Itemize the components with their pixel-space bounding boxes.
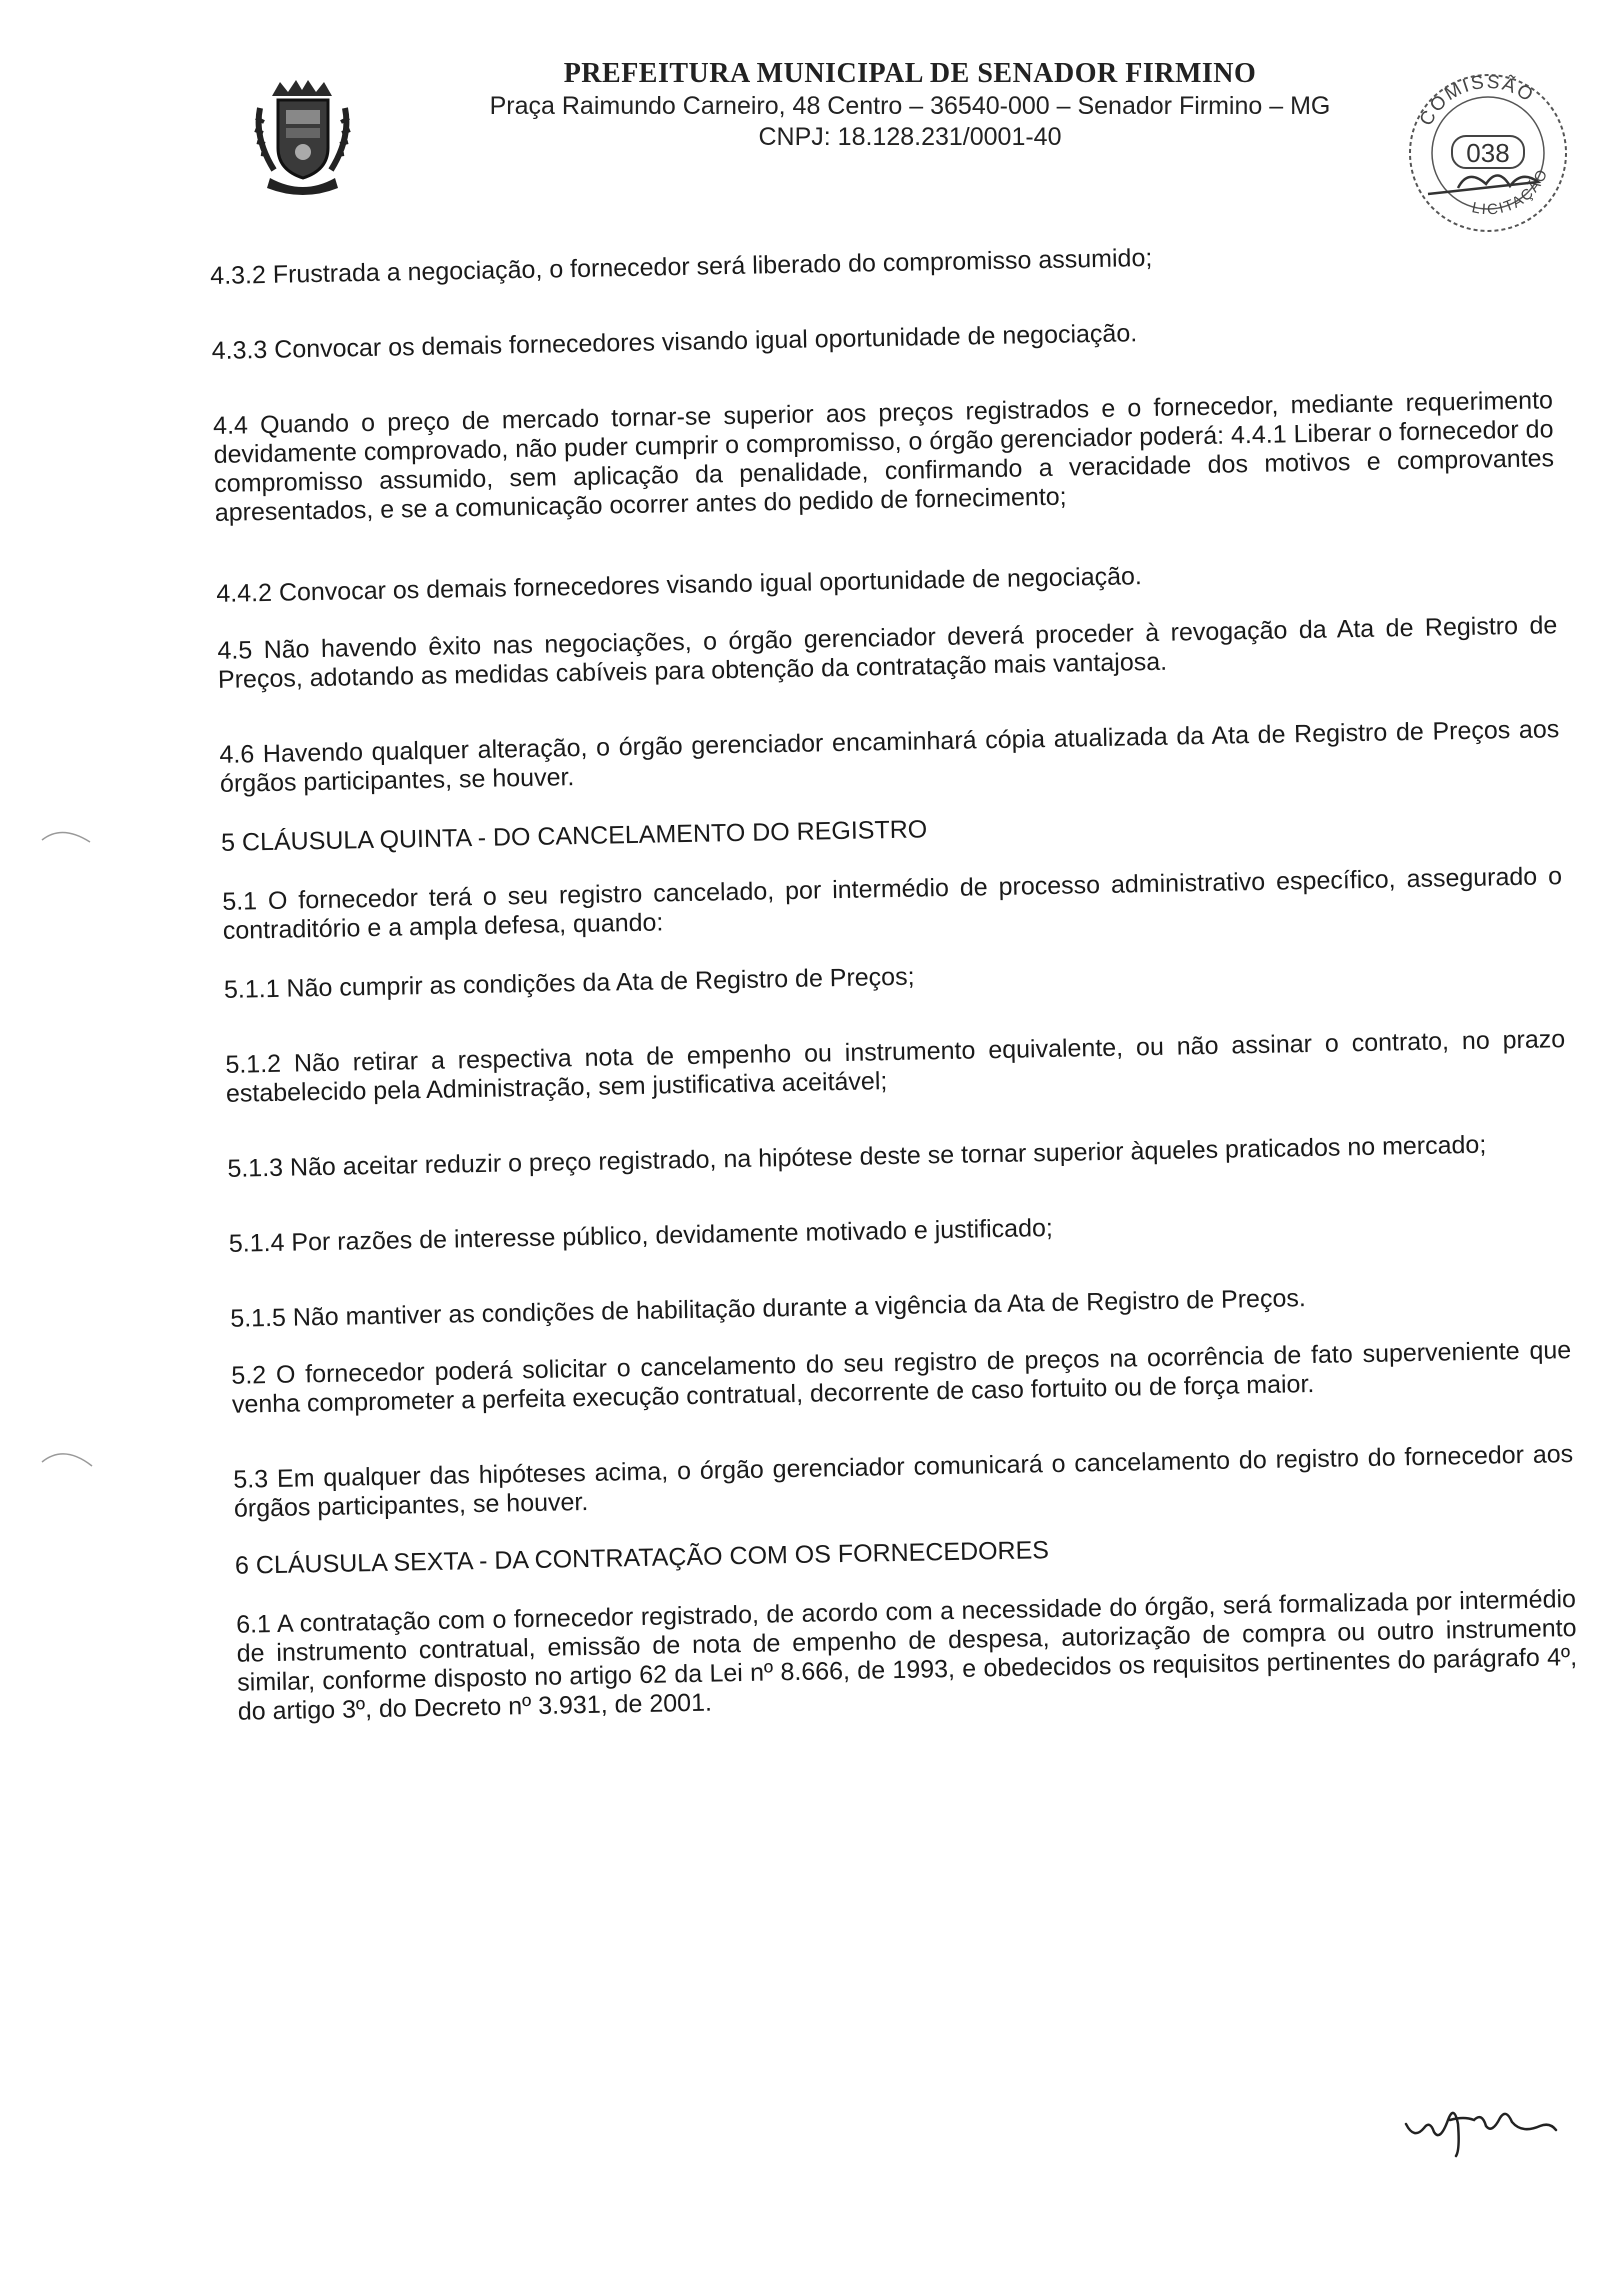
paragraph-5-1-2: 5.1.2 Não retirar a respectiva nota de empenho ou instrumento equivalente, ou não assinar o contrato, no prazo estabelecido pela Administração, sem justificativa aceitável; bbox=[225, 1025, 1566, 1108]
stamp-number: 038 bbox=[1466, 138, 1510, 168]
letterhead bbox=[410, 58, 1410, 152]
punch-hole-mark-icon bbox=[38, 820, 98, 860]
municipality-title: PREFEITURA MUNICIPAL DE SENADOR FIRMINO bbox=[563, 58, 1257, 89]
paragraph-5-3: 5.3 Em qualquer das hipóteses acima, o órgão gerenciador comunicará o cancelamento do registro do fornecedor aos órgãos participantes, se houver. bbox=[233, 1440, 1574, 1523]
stamp-bottom-text: LICITAÇÃO bbox=[1470, 165, 1552, 219]
section-heading-5: 5 CLÁUSULA QUINTA - DO CANCELAMENTO DO REGISTRO bbox=[220, 815, 928, 857]
initials-signature bbox=[1400, 2090, 1560, 2160]
cnpj-line: CNPJ: 18.128.231/0001-40 bbox=[758, 123, 1062, 151]
stamp-top-text: COMISSÃO bbox=[1415, 71, 1539, 130]
paragraph-4-3-3: 4.3.3 Convocar os demais fornecedores visando igual oportunidade de negociação. bbox=[211, 319, 1138, 365]
paragraph-5-1-3: 5.1.3 Não aceitar reduzir o preço registrado, na hipótese deste se tornar superior àqueles praticados no mercado; bbox=[227, 1130, 1487, 1183]
paragraph-4-4-2: 4.4.2 Convocar os demais fornecedores visando igual oportunidade de negociação. bbox=[216, 562, 1143, 608]
punch-hole-mark-icon bbox=[38, 1440, 98, 1480]
paragraph-4-4: 4.4 Quando o preço de mercado tornar-se superior aos preços registrados e o fornecedor, mediante requerimento devidamente comprovado, não puder cumprir o compromisso, o órgão gerenciador poderá: 4.4.1 Liberar o fornecedor do compromisso assumido, sem aplicação da penalidade, confirmando a veracidade dos motivos e comprovantes apresentados, e se a comunicação ocorrer antes do pedido de fornecimento; bbox=[212, 386, 1555, 527]
paragraph-5-1-5: 5.1.5 Não mantiver as condições de habilitação durante a vigência da Ata de Registro de Preços. bbox=[230, 1284, 1307, 1333]
paragraph-4-5: 4.5 Não havendo êxito nas negociações, o órgão gerenciador deverá proceder à revogação da Ata de Registro de Preços, adotando as medidas cabíveis para obtenção da contratação mais vantajosa. bbox=[217, 611, 1558, 694]
paragraph-5-1: 5.1 O fornecedor terá o seu registro cancelado, por intermédio de processo administrativo específico, assegurado o contraditório e a ampla defesa, quando: bbox=[222, 862, 1563, 945]
address-line: Praça Raimundo Carneiro, 48 Centro – 36540-000 – Senador Firmino – MG bbox=[489, 92, 1331, 120]
paragraph-4-6: 4.6 Havendo qualquer alteração, o órgão gerenciador encaminhará cópia atualizada da Ata de Registro de Preços aos órgãos participantes, se houver. bbox=[219, 715, 1560, 798]
municipal-crest-icon bbox=[250, 78, 355, 198]
document-body bbox=[210, 236, 1578, 1726]
paragraph-5-2: 5.2 O fornecedor poderá solicitar o cancelamento do seu registro de preços na ocorrência de fato superveniente que venha comprometer a perfeita execução contratual, decorrente de caso fortuito ou de força maior. bbox=[231, 1336, 1572, 1419]
paragraph-5-1-1: 5.1.1 Não cumprir as condições da Ata de Registro de Preços; bbox=[223, 962, 915, 1004]
paragraph-6-1: 6.1 A contratação com o fornecedor registrado, de acordo com a necessidade do órgão, será formalizada por intermédio de instrumento contratual, emissão de nota de empenho de despesa, autorização de compra ou outro instrumento similar, conforme disposto no artigo 62 da Lei nº 8.666, de 1993, e obedecidos os requisitos pertinentes do parágrafo 4º, do artigo 3º, do Decreto nº 3.931, de 2001. bbox=[235, 1585, 1578, 1726]
paragraph-5-1-4: 5.1.4 Por razões de interesse público, devidamente motivado e justificado; bbox=[228, 1214, 1054, 1258]
section-heading-6: 6 CLÁUSULA SEXTA - DA CONTRATAÇÃO COM OS FORNECEDORES bbox=[234, 1536, 1050, 1580]
svg-text:COMISSÃO bbox=[1416, 72, 1538, 130]
paragraph-4-3-2: 4.3.2 Frustrada a negociação, o fornecedor será liberado do compromisso assumido; bbox=[210, 243, 1153, 290]
commission-stamp bbox=[1388, 58, 1588, 238]
